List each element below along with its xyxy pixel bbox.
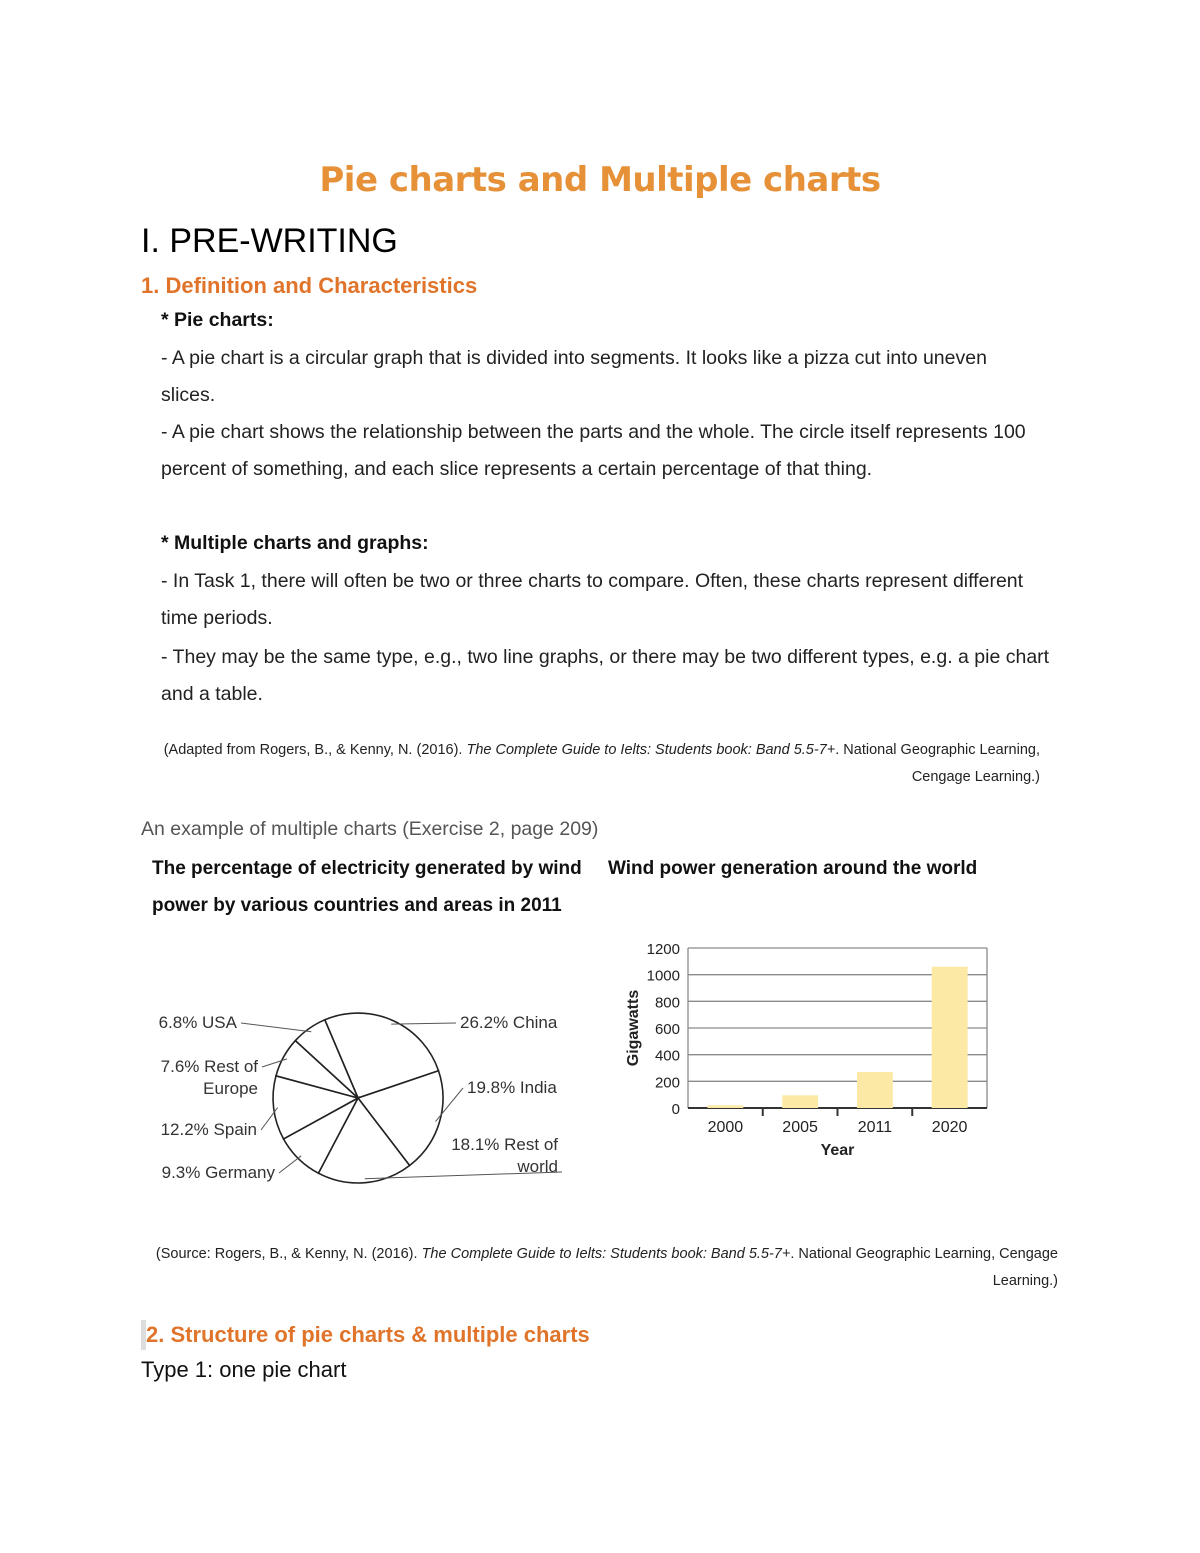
citation-suffix: . National Geographic Learning, Cengage Learning.) [835, 742, 1040, 785]
pie-label: 19.8% India [467, 1078, 557, 1097]
subheading-structure: 2. Structure of pie charts & multiple charts [146, 1322, 590, 1347]
bar-y-axis-label: Gigawatts [625, 989, 642, 1067]
citation-prefix: (Adapted from Rogers, B., & Kenny, N. (2016). [163, 742, 467, 758]
citation-book-title: The Complete Guide to Ielts: Students book: Band 5.5-7+ [421, 1246, 791, 1262]
pie-label: 7.6% Rest of [160, 1057, 258, 1076]
pie-label: world [517, 1157, 558, 1176]
pie-label: 26.2% China [460, 1013, 558, 1032]
bar-y-tick-label: 0 [671, 1101, 680, 1118]
subheading-definition: 1. Definition and Characteristics [141, 273, 478, 298]
pie-label: 18.1% Rest of [451, 1135, 558, 1154]
citation-adapted [150, 737, 1040, 791]
section-heading-prewriting: I. PRE-WRITING [141, 222, 398, 260]
bar-chart-title: Wind power generation around the world [608, 858, 978, 879]
bar-y-tick-label: 1200 [646, 941, 680, 958]
bar-x-tick-label: 2005 [782, 1119, 818, 1136]
multiple-charts-heading: * Multiple charts and graphs: [161, 532, 429, 554]
pie-label: 6.8% USA [158, 1013, 237, 1032]
citation-source [140, 1241, 1058, 1295]
bar-2000 [707, 1105, 743, 1108]
multi-paragraph-2: - They may be the same type, e.g., two line graphs, or there may be two different types, e.g. a pie chart and a table. [161, 646, 1050, 705]
bar-y-tick-label: 600 [654, 1021, 680, 1038]
pie-chart [145, 990, 585, 1200]
pie-leader-line [391, 1023, 456, 1024]
pie-leader-line [279, 1156, 301, 1173]
example-caption: An example of multiple charts (Exercise 2, page 209) [141, 818, 599, 840]
pie-paragraph-1: - A pie chart is a circular graph that is divided into segments. It looks like a pizza cut into uneven slices. [161, 347, 987, 406]
bar-y-tick-label: 200 [654, 1074, 680, 1092]
multi-paragraph-1: - In Task 1, there will often be two or three charts to compare. Often, these charts represent different time periods. [161, 570, 1024, 629]
bar-chart [610, 930, 1010, 1165]
type-1-heading: Type 1: one pie chart [141, 1357, 347, 1382]
pie-paragraph-2: - A pie chart shows the relationship between the parts and the whole. The circle itself represents 100 percent of something, and each slice represents a certain percentage of that thing. [161, 421, 1026, 480]
bar-2020 [932, 967, 968, 1108]
page-title: Pie charts and Multiple charts [319, 160, 881, 200]
pie-leader-line [241, 1023, 311, 1032]
bar-2005 [782, 1095, 818, 1108]
bar-y-tick-label: 1000 [646, 967, 680, 985]
bar-x-tick-label: 2020 [931, 1119, 968, 1136]
bar-x-axis-label: Year [820, 1142, 855, 1159]
pie-label: 9.3% Germany [161, 1163, 275, 1182]
bar-x-tick-label: 2000 [707, 1119, 744, 1136]
pie-label: 12.2% Spain [160, 1120, 257, 1139]
bar-2011 [857, 1072, 893, 1108]
bar-y-tick-label: 800 [654, 994, 680, 1012]
pie-label: Europe [203, 1079, 258, 1098]
pie-charts-heading: * Pie charts: [161, 309, 274, 331]
bar-x-tick-label: 2011 [857, 1119, 893, 1136]
citation-prefix: (Source: Rogers, B., & Kenny, N. (2016). [155, 1246, 422, 1262]
pie-chart-title: The percentage of electricity generated by wind power by various countries and areas in 2011 [152, 858, 582, 916]
citation-book-title: The Complete Guide to Ielts: Students book: Band 5.5-7+ [466, 742, 836, 758]
bar-y-tick-label: 400 [654, 1047, 680, 1065]
citation-suffix: . National Geographic Learning, Cengage Learning.) [790, 1246, 1058, 1289]
